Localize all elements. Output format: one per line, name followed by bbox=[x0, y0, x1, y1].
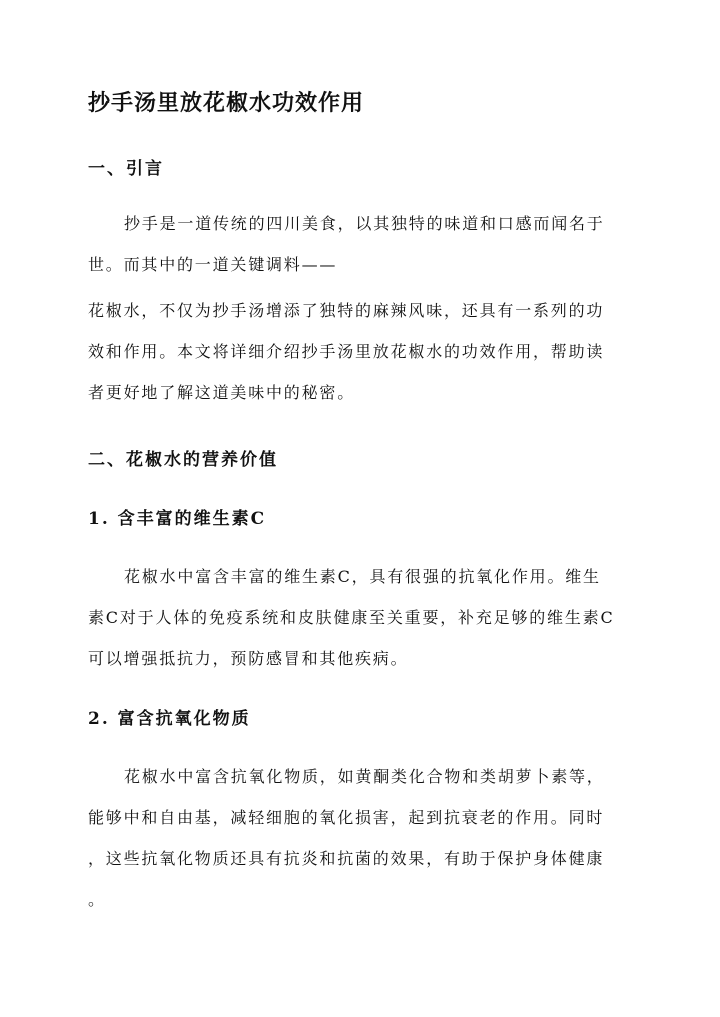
antioxidants-paragraph bbox=[88, 756, 640, 920]
paragraph-line: 花椒水中富含丰富的维生素C，具有很强的抗氧化作用。维生 bbox=[124, 567, 601, 586]
paragraph-line: 可以增强抵抗力，预防感冒和其他疾病。 bbox=[88, 649, 409, 668]
paragraph-line: 抄手是一道传统的四川美食，以其独特的味道和口感而闻名于 bbox=[124, 214, 605, 233]
paragraph-line: 花椒水中富含抗氧化物质，如黄酮类化合物和类胡萝卜素等， bbox=[124, 767, 605, 786]
paragraph-line: 素C对于人体的免疫系统和皮肤健康至关重要，补充足够的维生素C bbox=[88, 608, 615, 627]
document-title: 抄手汤里放花椒水功效作用 bbox=[88, 90, 365, 116]
subsection-heading-antioxidants: 2. 富含抗氧化物质 bbox=[88, 709, 251, 729]
intro-paragraph-2 bbox=[88, 290, 640, 413]
section-heading-nutrition: 二、花椒水的营养价值 bbox=[88, 450, 278, 470]
vitamin-c-paragraph bbox=[88, 556, 640, 679]
paragraph-line: 能够中和自由基，减轻细胞的氧化损害，起到抗衰老的作用。同时 bbox=[88, 808, 605, 827]
paragraph-line: 花椒水，不仅为抄手汤增添了独特的麻辣风味，还具有一系列的功 bbox=[88, 301, 605, 320]
section-heading-introduction: 一、引言 bbox=[88, 159, 164, 179]
paragraph-line: 者更好地了解这道美味中的秘密。 bbox=[88, 383, 356, 402]
paragraph-line: ，这些抗氧化物质还具有抗炎和抗菌的效果，有助于保护身体健康 bbox=[88, 849, 605, 868]
subsection-heading-vitamin-c: 1. 含丰富的维生素C bbox=[88, 509, 267, 529]
intro-paragraph-1 bbox=[88, 203, 640, 285]
paragraph-line: 。 bbox=[88, 890, 106, 909]
paragraph-line: 世。而其中的一道关键调料—— bbox=[88, 255, 338, 274]
paragraph-line: 效和作用。本文将详细介绍抄手汤里放花椒水的功效作用，帮助读 bbox=[88, 342, 605, 361]
